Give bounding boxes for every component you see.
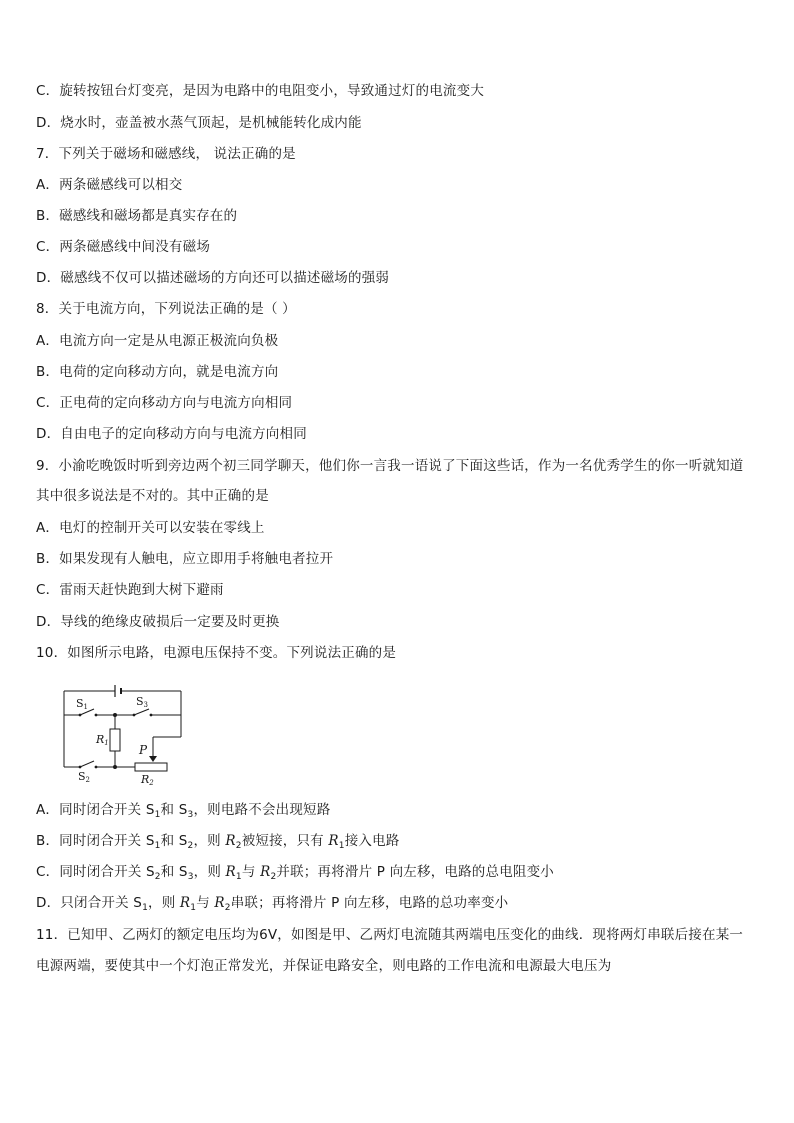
label-s1: S1 bbox=[76, 697, 89, 711]
q10-stem: 10．如图所示电路，电源电压保持不变。下列说法正确的是 bbox=[36, 645, 397, 661]
q8-option-c: C．正电荷的定向移动方向与电流方向相同 bbox=[36, 395, 293, 411]
q9-stem-line-2: 其中很多说法是不对的。其中正确的是 bbox=[36, 488, 269, 504]
label-r2: R2 bbox=[141, 773, 154, 787]
q10-option-a: A．同时闭合开关 $S_1$和 $S_3$，则电路不会出现短路 bbox=[36, 802, 331, 820]
q9-option-b: B．如果发现有人触电，应立即用手将触电者拉开 bbox=[36, 551, 334, 567]
q9-option-a: A．电灯的控制开关可以安装在零线上 bbox=[36, 520, 265, 536]
q9-option-d: D．导线的绝缘皮破损后一定要及时更换 bbox=[36, 614, 280, 630]
q9-option-c: C．雷雨天赶快跑到大树下避雨 bbox=[36, 582, 224, 598]
label-p: P bbox=[139, 743, 148, 757]
label-s3: S3 bbox=[136, 695, 149, 709]
q10-option-d: D．只闭合开关 $S_1$，则 $R_1$与 $R_2$串联；再将滑片 P 向左移，电路的总功率变小 bbox=[36, 895, 509, 913]
q6-option-c: C．旋转按钮台灯变亮，是因为电路中的电阻变小，导致通过灯的电流变大 bbox=[36, 83, 485, 99]
circuit-diagram bbox=[60, 683, 195, 788]
q8-option-a: A．电流方向一定是从电源正极流向负极 bbox=[36, 333, 279, 349]
q8-stem: 8．关于电流方向，下列说法正确的是（ ） bbox=[36, 301, 296, 317]
q11-stem-line-2: 电源两端，要使其中一个灯泡正常发光，并保证电路安全，则电路的工作电流和电源最大电压为 bbox=[36, 958, 612, 974]
q10-option-b: B．同时闭合开关 $S_1$和 $S_2$，则 $R_2$被短接，只有 $R_1$接入电路 bbox=[36, 833, 400, 851]
label-s2: S2 bbox=[78, 770, 91, 784]
q7-option-b: B．磁感线和磁场都是真实存在的 bbox=[36, 208, 238, 224]
q6-option-d: D．烧水时，壶盖被水蒸气顶起，是机械能转化成内能 bbox=[36, 115, 362, 131]
label-r1: R1 bbox=[96, 733, 109, 747]
q7-option-a: A．两条磁感线可以相交 bbox=[36, 177, 183, 193]
q7-option-c: C．两条磁感线中间没有磁场 bbox=[36, 239, 211, 255]
q11-stem-line-1: 11．已知甲、乙两灯的额定电压均为6V，如图是甲、乙两灯电流随其两端电压变化的曲线．现将两灯串联后接在某一 bbox=[36, 927, 744, 943]
q9-stem-line-1: 9．小渝吃晚饭时听到旁边两个初三同学聊天，他们你一言我一语说了下面这些话，作为一名优秀学生的你一听就知道 bbox=[36, 458, 744, 474]
q8-option-b: B．电荷的定向移动方向，就是电流方向 bbox=[36, 364, 279, 380]
q10-option-c: C．同时闭合开关 $S_2$和 $S_3$，则 $R_1$与 $R_2$并联；再将滑片 P 向左移，电路的总电阻变小 bbox=[36, 864, 554, 882]
q7-option-d: D．磁感线不仅可以描述磁场的方向还可以描述磁场的强弱 bbox=[36, 270, 390, 286]
q7-stem: 7．下列关于磁场和磁感线， 说法正确的是 bbox=[36, 146, 296, 162]
q8-option-d: D．自由电子的定向移动方向与电流方向相同 bbox=[36, 426, 307, 442]
